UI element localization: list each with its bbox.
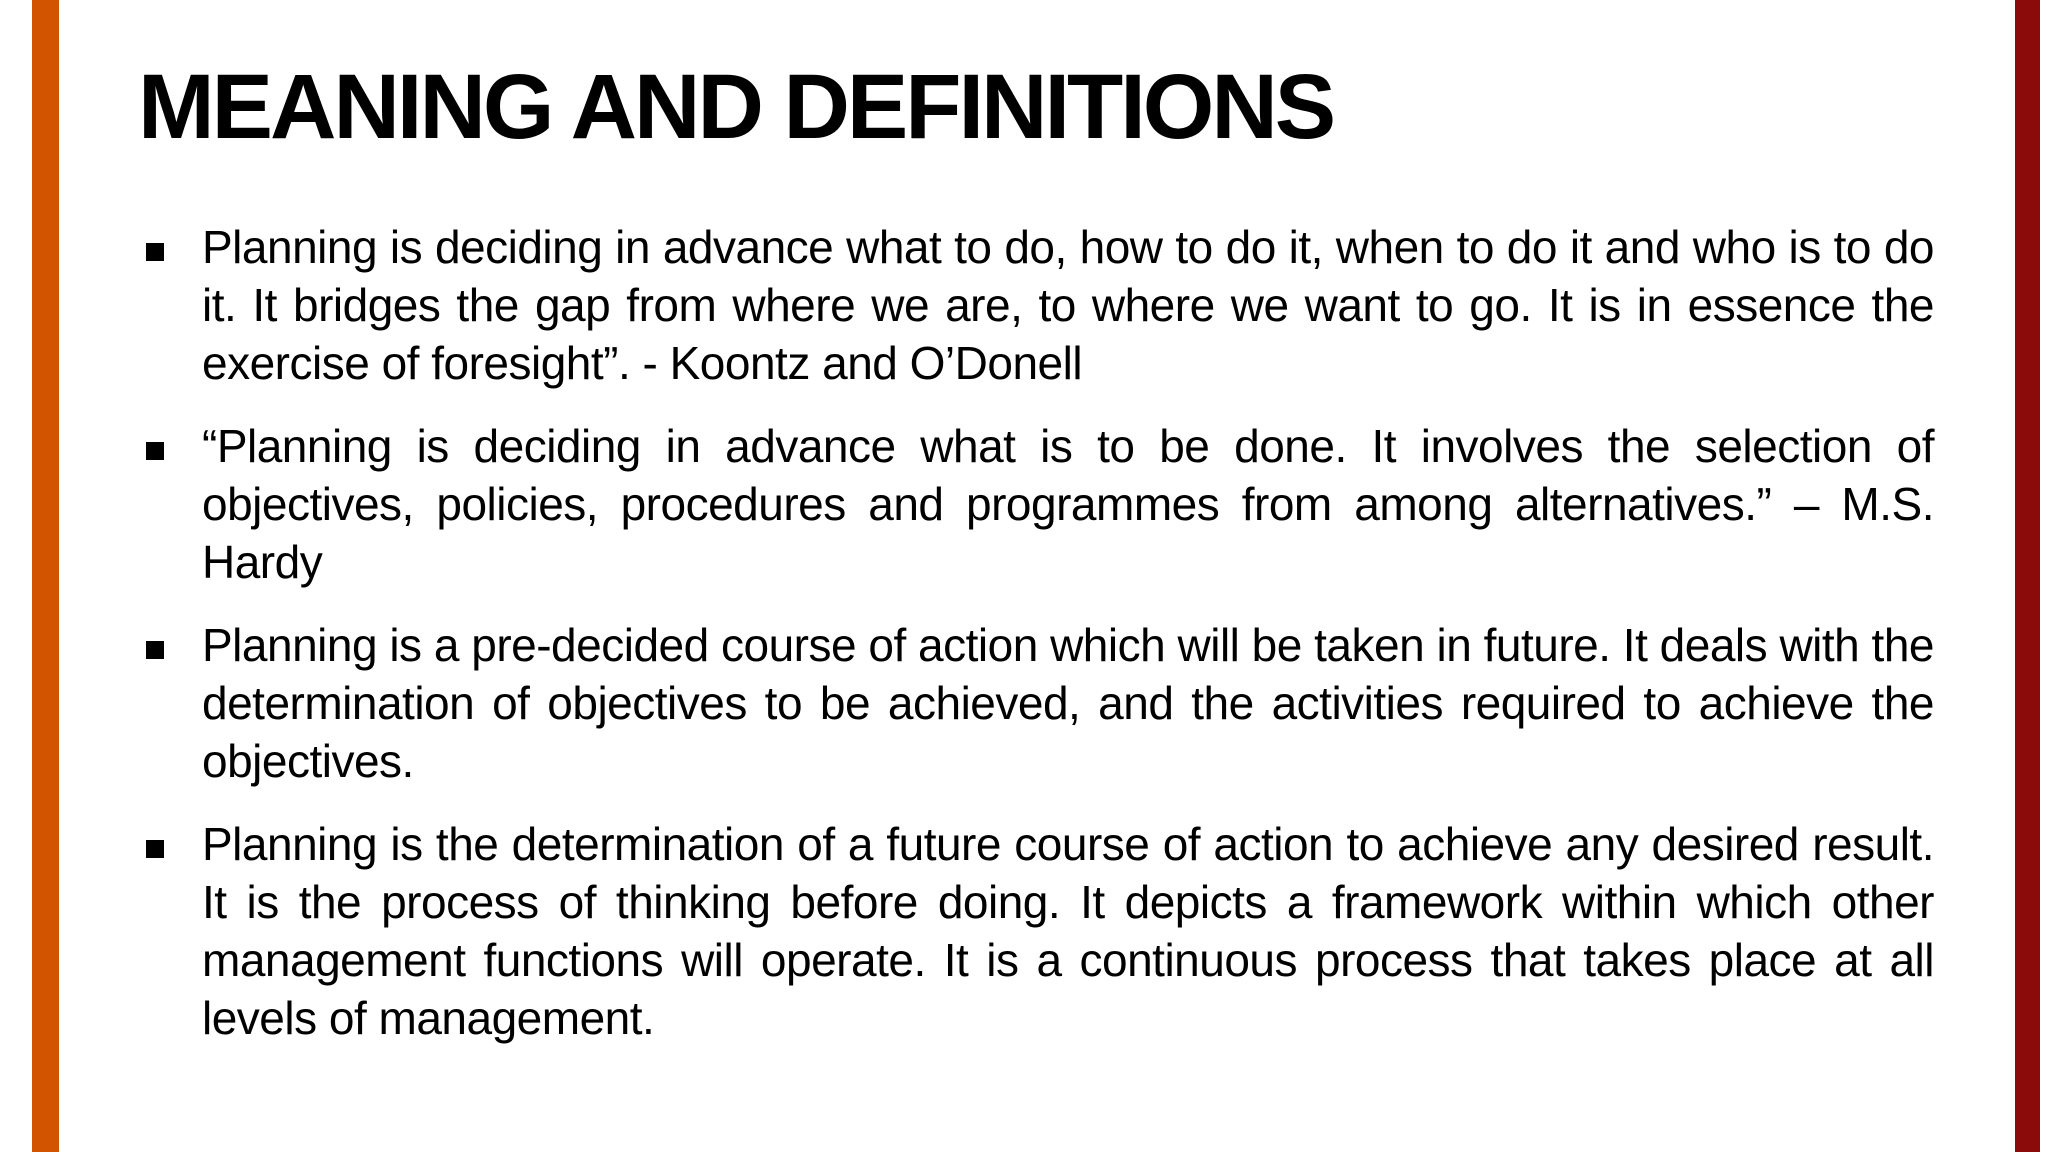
square-bullet-icon [140, 218, 202, 276]
bullet-item [140, 616, 1934, 790]
bullet-text: Planning is deciding in advance what to do, how to do it, when to do it and who is to do it. It bridges the gap from where we are, to where we want to go. It is in essence the exercise of foresight”. - Koontz and O’Donell [202, 221, 1934, 389]
bullet-item [140, 417, 1934, 591]
square-bullet-icon [140, 417, 202, 475]
bullet-item [140, 218, 1934, 392]
square-bullet-icon [140, 616, 202, 674]
bullet-list [140, 218, 1934, 1072]
square-bullet-icon [140, 815, 202, 873]
bullet-text: Planning is a pre-decided course of action which will be taken in future. It deals with the determination of objectives to be achieved, and the activities required to achieve the objectives. [202, 619, 1934, 787]
left-accent-bar [32, 0, 59, 1152]
bullet-text: “Planning is deciding in advance what is to be done. It involves the selection of objectives, policies, procedures and programmes from among alternatives.” – M.S. Hardy [202, 420, 1934, 588]
bullet-item [140, 815, 1934, 1047]
slide-title: MEANING AND DEFINITIONS [138, 56, 1334, 158]
bullet-text: Planning is the determination of a future course of action to achieve any desired result. It is the process of thinking before doing. It depicts a framework within which other management functions will operate. It is a continuous process that takes place at all levels of management. [202, 818, 1934, 1044]
right-accent-bar [2015, 0, 2040, 1152]
